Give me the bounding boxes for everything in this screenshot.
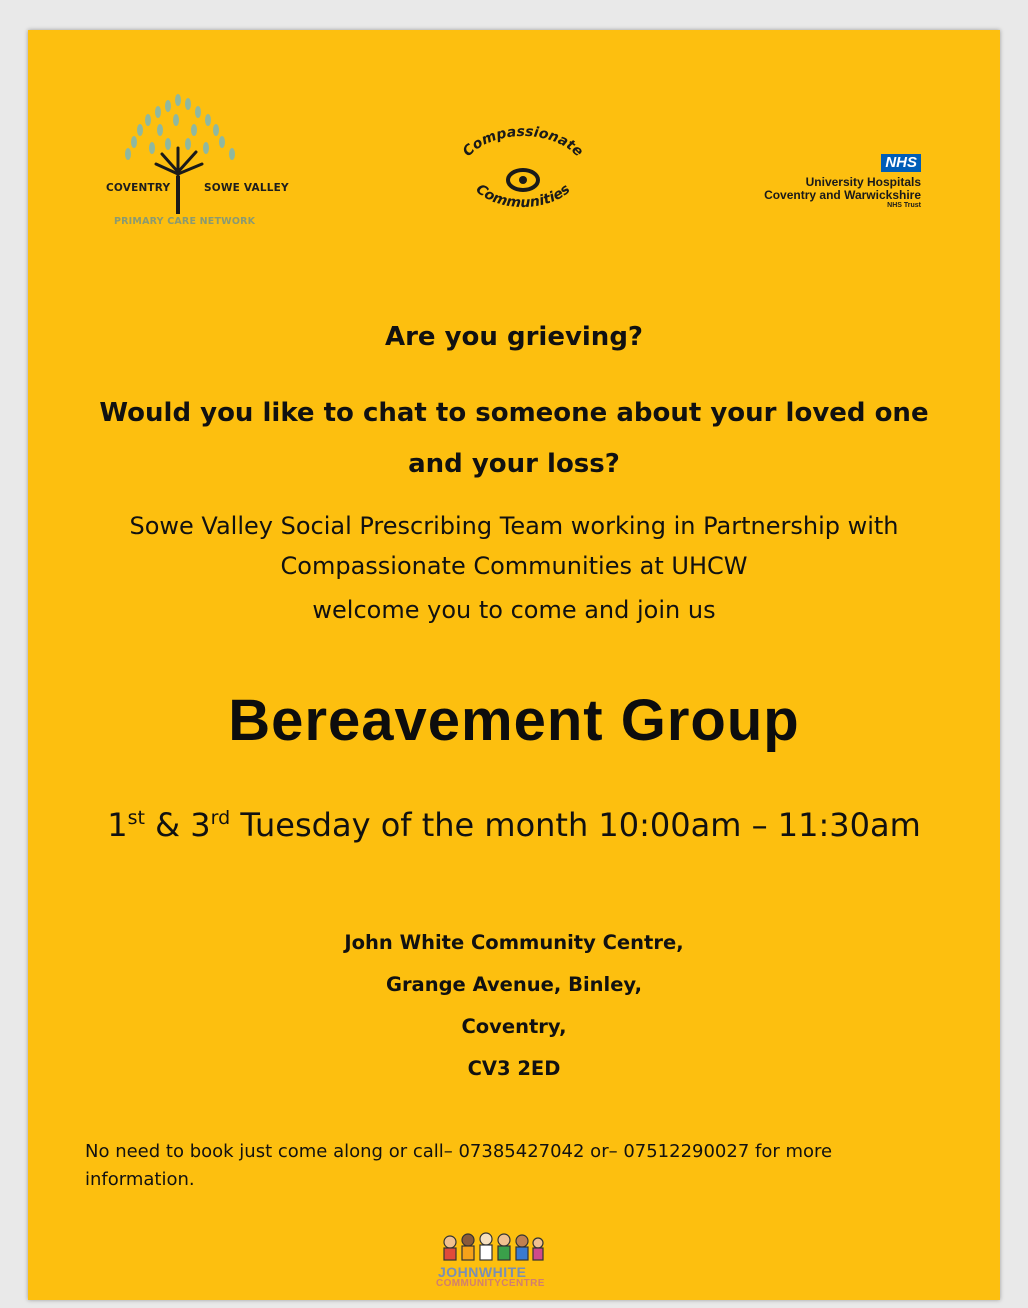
schedule-n1: 1 — [107, 806, 128, 844]
pcn-left-text: COVENTRY — [106, 182, 171, 194]
welcome-text: welcome you to come and join us — [312, 596, 716, 624]
nhs-logo — [728, 154, 921, 214]
schedule-sup1: st — [127, 807, 145, 829]
john-white-text: JOHNWHITE — [438, 1264, 527, 1280]
schedule-rest: Tuesday of the month 10:00am – 11:30am — [230, 806, 921, 844]
tree-icon — [98, 90, 298, 220]
schedule-n2: 3 — [190, 806, 211, 844]
compassionate-communities-logo — [448, 118, 598, 238]
address-line: Grange Avenue, Binley, — [385, 973, 643, 996]
question-chat: Would you like to chat to someone about your loved one and your loss? — [99, 398, 929, 479]
cc-bottom-text: Communities — [472, 181, 574, 212]
nhs-badge: NHS — [881, 154, 921, 172]
nhs-line3: NHS Trust — [887, 202, 921, 209]
address-line: John White Community Centre, — [344, 931, 684, 954]
cc-top-text: Compassionate — [459, 123, 587, 160]
people-icon — [436, 1228, 548, 1264]
schedule-text — [68, 795, 960, 855]
address-line: CV3 2ED — [467, 1057, 561, 1080]
svg-text:Communities — [473, 181, 574, 211]
john-white-logo — [436, 1228, 548, 1308]
page-title: Bereavement Group — [228, 688, 800, 753]
address-line: Coventry, — [461, 1015, 567, 1038]
partnership-text: Sowe Valley Social Prescribing Team working in Partnership with Compassionate Communities at UHCW — [129, 512, 899, 580]
eye-icon — [508, 170, 538, 190]
nhs-line2: Coventry and Warwickshire — [764, 188, 921, 202]
question-grieving: Are you grieving? — [384, 322, 644, 352]
nhs-line1: University Hospitals — [805, 175, 921, 189]
svg-text:Compassionate — [460, 124, 586, 160]
address-block — [28, 928, 1000, 1096]
pcn-right-text: SOWE VALLEY — [204, 182, 289, 194]
community-centre-text: COMMUNITYCENTRE — [436, 1278, 545, 1289]
pcn-logo — [98, 90, 298, 240]
poster-page — [28, 30, 1000, 1300]
schedule-amp: & — [144, 806, 191, 844]
schedule-sup2: rd — [210, 807, 231, 829]
pcn-sub-text: PRIMARY CARE NETWORK — [114, 216, 256, 227]
footer-text: No need to book just come along or call– 07385427042 or– 07512290027 for more information. — [85, 1141, 833, 1190]
